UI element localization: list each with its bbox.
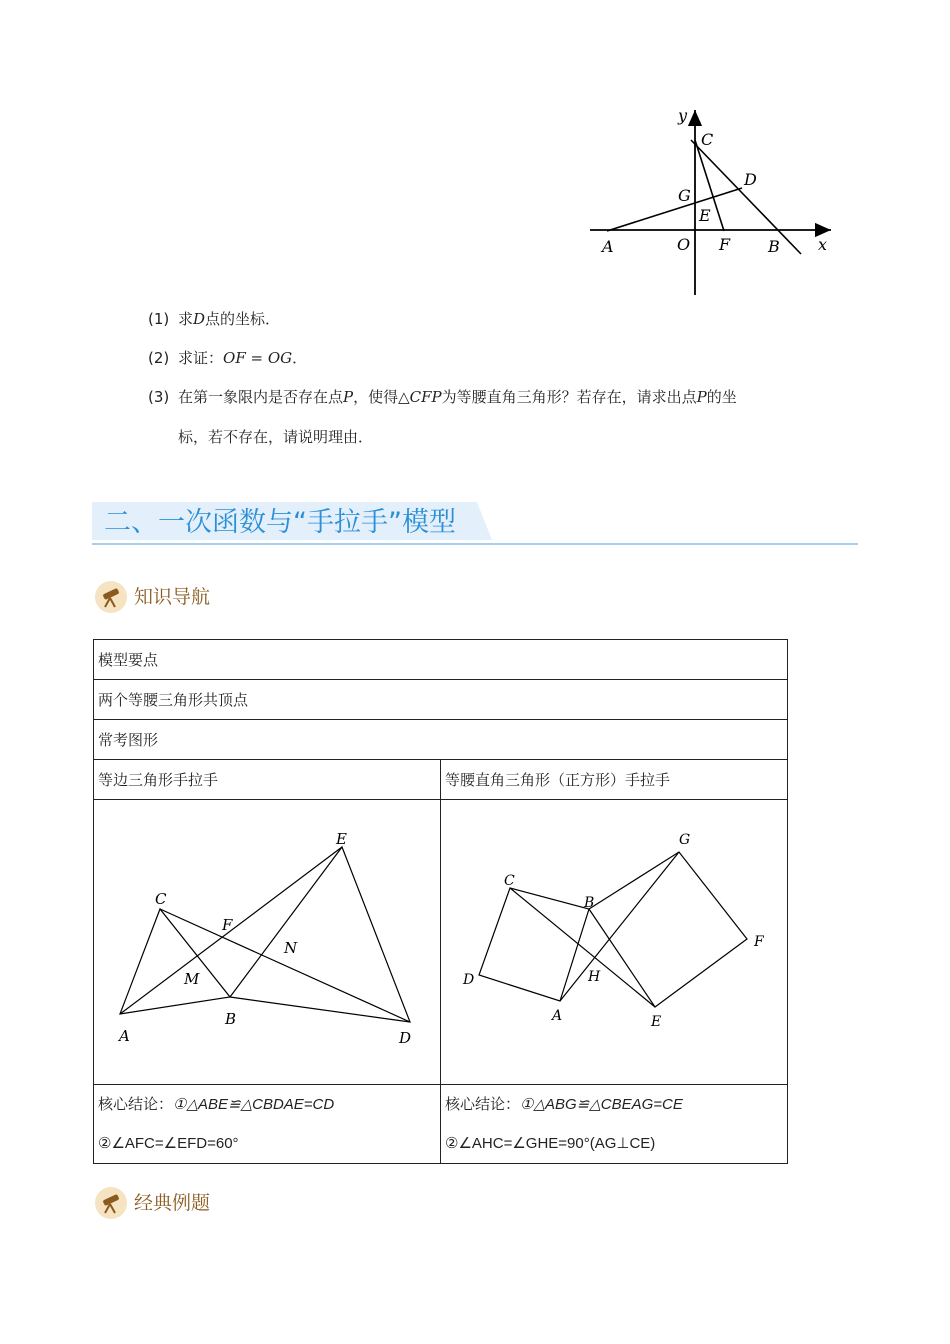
label-a: A [602, 237, 614, 256]
table-row: 两个等腰三角形共顶点 [94, 680, 788, 720]
label-b: B [768, 237, 780, 256]
label-e: E [699, 206, 711, 225]
fig-label-f: F [222, 916, 233, 934]
fig-label-b: B [225, 1010, 237, 1028]
line-cb [691, 140, 801, 254]
conclusion-line: 核心结论：①△ABE≌△CBDAE=CD [98, 1096, 335, 1113]
square-hand-in-hand-figure [441, 800, 787, 1080]
left-figure-cell [94, 800, 441, 1085]
fig-label-e: E [336, 830, 347, 848]
right-column-header: 等腰直角三角形（正方形）手拉手 [441, 760, 788, 800]
right-figure-cell [441, 800, 788, 1085]
question-number: (3) [148, 388, 170, 406]
conclusion-line: ②∠AFC=∠EFD=60° [98, 1135, 239, 1152]
model-table [93, 639, 788, 1164]
label-d: D [744, 170, 757, 189]
label-f: F [719, 235, 731, 254]
right-conclusion [441, 1085, 788, 1164]
fig-label-d: D [463, 972, 475, 988]
fig-label-d: D [399, 1029, 412, 1047]
fig-label-n: N [284, 939, 298, 957]
conclusion-line: 核心结论：①△ABG≌△CBEAG=CE [445, 1096, 683, 1113]
table-row: 模型要点 [94, 640, 788, 680]
label-y: y [678, 106, 688, 125]
knowledge-nav-title: 知识导航 [134, 586, 211, 608]
coordinate-figure [585, 100, 845, 300]
question-number: (1) [148, 310, 170, 328]
label-x: x [818, 235, 828, 254]
fig-label-a: A [119, 1027, 130, 1045]
telescope-icon [94, 1186, 128, 1220]
fig-label-g: G [679, 832, 691, 848]
question-3: (3) 在第一象限内是否存在点P，使得△CFP为等腰直角三角形？若存在，请求出点P的坐 [148, 388, 737, 406]
question-1: (1) 求D点的坐标． [148, 310, 281, 328]
label-g: G [678, 186, 691, 205]
fig-label-c: C [155, 890, 167, 908]
conclusion-line: ②∠AHC=∠GHE=90°(AG⊥CE) [445, 1135, 656, 1152]
table-row: 常考图形 [94, 720, 788, 760]
label-o: O [677, 235, 691, 254]
question-number: (2) [148, 349, 170, 367]
telescope-icon [94, 580, 128, 614]
fig-label-a: A [552, 1008, 563, 1024]
fig-label-e: E [651, 1014, 662, 1030]
fig-label-f: F [754, 934, 764, 950]
classic-examples-title: 经典例题 [134, 1192, 211, 1214]
left-conclusion [94, 1085, 441, 1164]
left-column-header: 等边三角形手拉手 [94, 760, 441, 800]
label-c: C [701, 130, 714, 149]
section-title: 二、一次函数与“手拉手”模型 [104, 507, 456, 538]
fig-label-h: H [588, 969, 601, 985]
fig-label-c: C [504, 873, 515, 889]
question-2: (2) 求证：OF = OG． [148, 349, 308, 367]
fig-label-m: M [184, 970, 200, 988]
fig-label-b: B [584, 895, 595, 911]
equilateral-hand-in-hand-figure [94, 800, 440, 1080]
question-3-continuation: 标，若不存在，请说明理由． [178, 428, 374, 446]
